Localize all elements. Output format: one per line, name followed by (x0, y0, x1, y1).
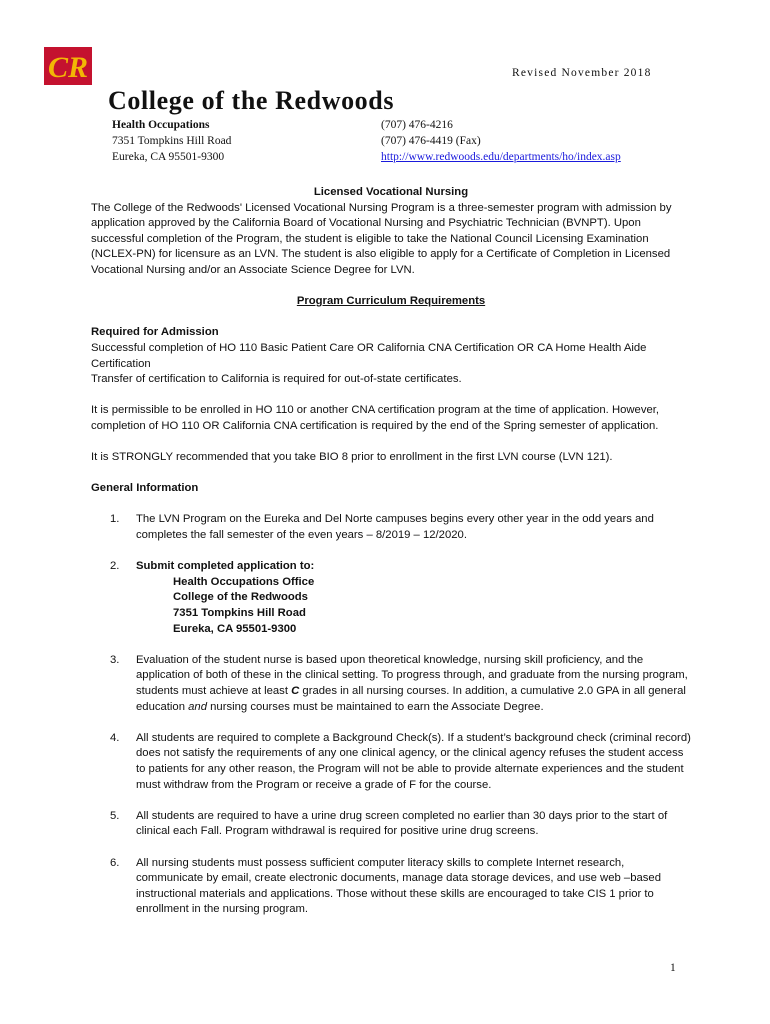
item-text: The LVN Program on the Eureka and Del Norte campuses begins every other year in the odd years and completes the fall semester of the even years – 8/2019 – 12/2020. (136, 513, 654, 542)
page-number: 1 (670, 962, 676, 974)
item-text: All students are required to complete a Background Check(s). If a student’s background check (criminal record) does not satisfy the requirements of any one clinical agency, or the clinical agency refuses the student access to patients for any other reason, the Program will not be able to provide alternate experiences and the student must withdraw from the Program or receive a grade of F for the course. (136, 731, 691, 791)
general-info-heading: General Information (91, 482, 199, 495)
address-left (112, 117, 231, 165)
office-street: 7351 Tompkins Hill Road (173, 607, 306, 620)
city-state-zip: Eureka, CA 95501-9300 (112, 151, 225, 163)
cr-logo-icon (44, 47, 92, 85)
item-text: All students are required to have a urine drug screen completed no earlier than 30 days prior to the start of clinical each Fall. Program withdrawal is required for positive urine drug screens. (136, 809, 668, 838)
lvn-heading: Licensed Vocational Nursing (313, 186, 469, 198)
item-text: Evaluation of the student nurse is based upon theoretical knowledge, nursing skill proficiency, and the application of both of these in the clinical setting. To progress through, and graduate from the nursing program, students must achieve at least C grades in all nursing courses. In addition, a cumulative 2.0 GPA in all general education and nursing courses must be maintained to earn the Associate Degree. (136, 653, 688, 713)
item-number: 3. (110, 653, 120, 666)
item-number: 4. (110, 731, 120, 744)
general-info-list (91, 512, 691, 917)
grade-c: C (291, 685, 300, 697)
item-text: Submit completed application to: (136, 560, 315, 573)
item-number: 1. (110, 513, 120, 526)
transfer-note: Transfer of certification to California is required for out-of-state certificates. (91, 373, 462, 386)
item-number: 2. (110, 560, 120, 573)
list-item (91, 559, 691, 637)
item-number: 5. (110, 809, 120, 822)
intro-paragraph: The College of the Redwoods' Licensed Vocational Nursing Program is a three-semester program with admission by application approved by the California Board of Vocational Nursing and Psychiatric Technician (BVNPT). Upon successful completion of the Program, the student is eligible to take the National Council Licensing Examination (NCLEX-PN) for licensure as an LVN. The student is also eligible to apply for a Certificate of Completion in Licensed Vocational Nursing and/or an Associate Science Degree for LVN. (91, 201, 672, 276)
admission-requirement: Successful completion of HO 110 Basic Patient Care OR California CNA Certification OR CA Home Health Aide Certification (91, 341, 647, 370)
submission-address (136, 575, 691, 637)
page-title: College of the Redwoods (108, 86, 395, 115)
admission-heading: Required for Admission (91, 326, 219, 339)
fax-number: (707) 476-4419 (Fax) (381, 135, 481, 147)
list-item (91, 856, 691, 918)
revised-date: Revised November 2018 (512, 67, 652, 79)
address-right (381, 117, 621, 165)
phone-number: (707) 476-4216 (381, 119, 453, 131)
college-name: College of the Redwoods (173, 591, 308, 604)
item-number: 6. (110, 856, 120, 869)
document-body (91, 185, 691, 934)
list-item (91, 653, 691, 715)
item-text: All nursing students must possess sufficient computer literacy skills to complete Internet research, communicate by email, create electronic documents, manage data storage devices, and use web –based instructional materials and applications. Those without these skills are encouraged to take CIS 1 prior to enrollment in the nursing program. (136, 856, 661, 916)
permissible-note: It is permissible to be enrolled in HO 110 or another CNA certification program at the time of application. However, completion of HO 110 OR California CNA certification is required by the end of the Spring semester of application. (91, 404, 660, 432)
department-name: Health Occupations (112, 119, 210, 131)
street-address: 7351 Tompkins Hill Road (112, 135, 232, 147)
list-item (91, 512, 691, 543)
bio8-recommendation: It is STRONGLY recommended that you take BIO 8 prior to enrollment in the first LVN course (LVN 121). (91, 451, 613, 464)
curriculum-heading: Program Curriculum Requirements (296, 295, 486, 308)
office-name: Health Occupations Office (173, 575, 315, 588)
logo-text: CR (47, 51, 89, 84)
list-item (91, 809, 691, 840)
website-link[interactable]: http://www.redwoods.edu/departments/ho/index.asp (381, 151, 621, 163)
list-item (91, 731, 691, 793)
office-city: Eureka, CA 95501-9300 (173, 622, 297, 635)
